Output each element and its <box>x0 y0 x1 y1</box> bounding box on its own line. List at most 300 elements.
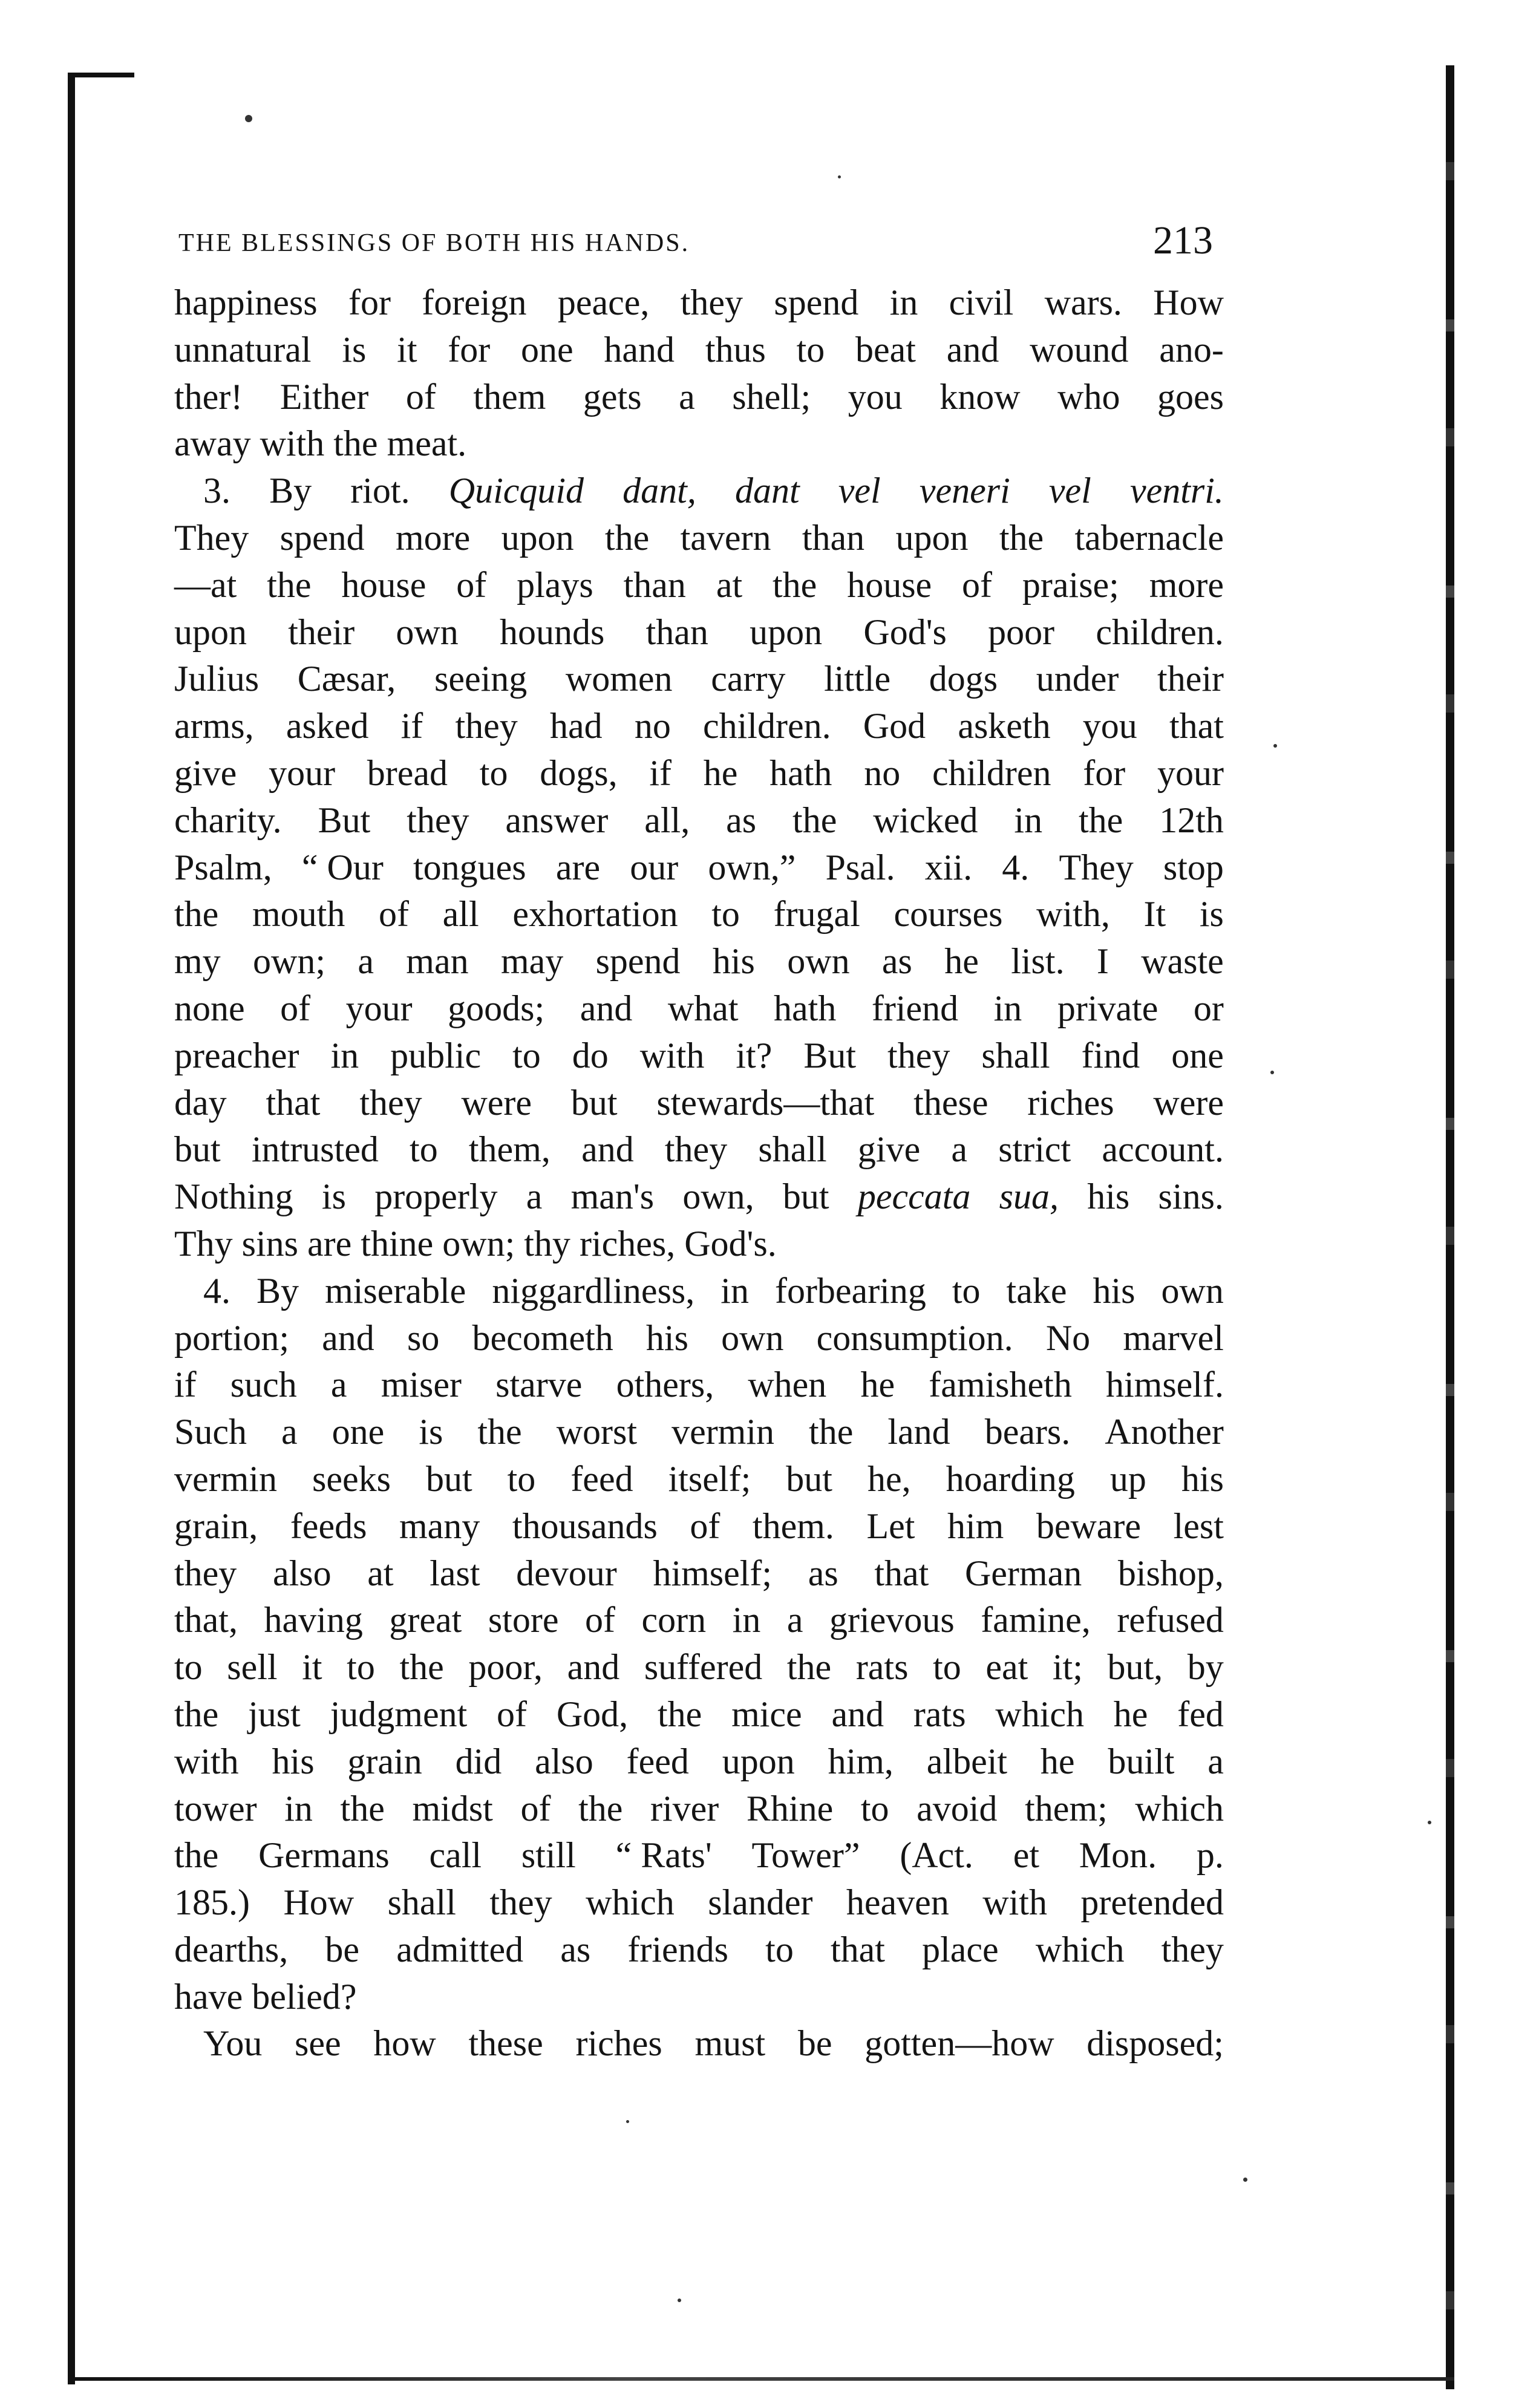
text-line <box>174 1173 1224 1221</box>
word: and <box>831 1694 884 1734</box>
word: arms, <box>174 706 254 746</box>
word: a <box>281 1412 298 1452</box>
word: his <box>1181 1458 1224 1499</box>
word: dant, <box>622 471 696 511</box>
word: But <box>318 800 371 840</box>
word: it <box>397 329 417 370</box>
text-line <box>174 1738 1224 1786</box>
word: xii. <box>924 847 973 887</box>
scan-speck <box>626 2120 629 2123</box>
word: thine <box>361 1223 443 1264</box>
word: my <box>174 941 221 982</box>
word: hand <box>604 329 675 370</box>
word: own; <box>253 941 325 982</box>
running-head <box>178 218 1213 272</box>
word: which <box>995 1694 1084 1734</box>
word: riot. <box>350 471 410 511</box>
word: his <box>1093 1270 1135 1311</box>
text-line <box>174 1691 1224 1738</box>
scan-margin-bottom <box>68 2377 1454 2381</box>
word: intrusted <box>251 1129 379 1170</box>
word: refused <box>1117 1600 1224 1640</box>
word: he <box>703 752 738 793</box>
word: give <box>857 1129 921 1170</box>
word: I <box>1096 941 1109 982</box>
word: is <box>1199 894 1224 935</box>
word: also <box>272 1553 332 1593</box>
word: him, <box>828 1741 894 1781</box>
word: the <box>174 1835 219 1876</box>
word: they <box>489 1882 552 1923</box>
word: By <box>256 1270 299 1311</box>
word: of <box>379 894 409 935</box>
word: with <box>260 423 334 464</box>
word: How <box>1153 282 1224 322</box>
word: of <box>280 988 311 1028</box>
word: thousands <box>512 1506 658 1546</box>
word: and <box>581 1129 634 1170</box>
word: riches <box>575 2023 662 2064</box>
word: if <box>649 752 671 793</box>
text-line <box>174 1503 1224 1550</box>
word: the <box>657 1694 702 1734</box>
word: niggardliness, <box>492 1270 695 1311</box>
word: It <box>1143 894 1166 935</box>
word: et <box>1013 1835 1040 1876</box>
word: stop <box>1163 847 1224 887</box>
word: answer <box>505 800 609 840</box>
word: of <box>405 376 436 417</box>
word: dearths, <box>174 1929 289 1969</box>
word: asketh <box>958 706 1051 746</box>
word: eat <box>985 1647 1028 1688</box>
word: children <box>932 752 1051 793</box>
word: the <box>174 894 219 935</box>
word: rats <box>855 1647 909 1688</box>
word: give <box>174 752 237 793</box>
text-line <box>174 2020 1224 2067</box>
text-line <box>174 1786 1224 1833</box>
text-line <box>174 797 1224 844</box>
word: admitted <box>396 1929 524 1969</box>
word: with, <box>1036 894 1110 935</box>
word: ventri. <box>1129 471 1224 511</box>
word: “ Rats' <box>615 1835 712 1876</box>
word: in <box>720 1270 749 1311</box>
word: 4. <box>203 1270 230 1311</box>
word: shell; <box>732 376 811 417</box>
word: and <box>580 988 633 1028</box>
word: for <box>448 329 491 370</box>
word: But <box>803 1035 857 1075</box>
word: waste <box>1141 941 1224 982</box>
text-line <box>174 374 1224 421</box>
word: tower <box>174 1788 257 1829</box>
word: shall <box>981 1035 1050 1075</box>
word: house <box>847 564 932 605</box>
word: happiness <box>174 282 318 322</box>
word: it? <box>736 1035 773 1075</box>
word: but <box>174 1129 221 1170</box>
word: they <box>887 1035 950 1075</box>
word: under <box>1036 659 1119 699</box>
word: to <box>347 1647 375 1688</box>
word: judgment <box>330 1694 468 1734</box>
word: goes <box>1157 376 1224 417</box>
word: dogs <box>929 659 998 699</box>
word: They <box>174 517 249 558</box>
word: sins. <box>1158 1176 1224 1217</box>
word: a <box>951 1129 968 1170</box>
word: meat. <box>387 423 467 464</box>
word: little <box>824 659 891 699</box>
word: have <box>174 1976 252 2017</box>
word: them, <box>468 1129 551 1170</box>
word: none <box>174 988 245 1028</box>
word: to <box>174 1647 203 1688</box>
text-line <box>174 468 1224 515</box>
word: courses <box>894 894 1003 935</box>
word: one <box>1171 1035 1224 1075</box>
word: for <box>1083 752 1126 793</box>
text-line <box>174 891 1224 938</box>
word: asked <box>286 706 369 746</box>
word: No <box>1045 1317 1091 1358</box>
word: feed <box>570 1458 633 1499</box>
word: itself; <box>668 1458 751 1499</box>
scan-speck <box>838 175 841 178</box>
word: foreign <box>422 282 527 322</box>
word: up <box>1109 1458 1146 1499</box>
word: that <box>830 1929 885 1969</box>
word: the <box>999 517 1044 558</box>
word: the <box>340 1788 385 1829</box>
word: consumption. <box>816 1317 1013 1358</box>
word: just <box>248 1694 301 1734</box>
text-line <box>174 1550 1224 1597</box>
word: which <box>1135 1788 1224 1829</box>
word: Nothing <box>174 1176 293 1217</box>
text-line <box>174 1644 1224 1691</box>
word: (Act. <box>900 1835 973 1876</box>
word: be <box>797 2023 832 2064</box>
word: take <box>1006 1270 1067 1311</box>
word: vel <box>838 471 881 511</box>
scan-speck <box>1270 1071 1274 1074</box>
word: if <box>174 1365 197 1405</box>
word: gotten—how <box>864 2023 1054 2064</box>
word: his <box>712 941 755 982</box>
word: than <box>645 612 708 652</box>
word: in <box>330 1035 359 1075</box>
word: built <box>1108 1741 1175 1781</box>
word: himself. <box>1105 1365 1224 1405</box>
word: veneri <box>919 471 1010 511</box>
text-line <box>174 750 1224 797</box>
word: becometh <box>472 1317 613 1358</box>
word: to <box>765 1929 794 1969</box>
word: the <box>578 1788 623 1829</box>
word: of <box>520 1788 551 1829</box>
word: miserable <box>325 1270 466 1311</box>
word: 12th <box>1159 800 1224 840</box>
word: own; <box>442 1223 524 1264</box>
word: properly <box>374 1176 498 1217</box>
body-text <box>174 279 1224 2067</box>
word: to <box>711 894 740 935</box>
word: mouth <box>252 894 345 935</box>
word: be <box>325 1929 360 1969</box>
word: belied? <box>252 1976 357 2017</box>
word: feed <box>626 1741 689 1781</box>
word: away <box>174 423 260 464</box>
word: as <box>726 800 757 840</box>
word: 3. <box>203 471 230 511</box>
word: By <box>269 471 312 511</box>
word: the <box>399 1647 444 1688</box>
running-title: THE BLESSINGS OF BOTH HIS HANDS. <box>178 229 690 257</box>
word: were <box>461 1082 532 1123</box>
word: public <box>390 1035 482 1075</box>
word: riches <box>1027 1082 1114 1123</box>
word: his <box>1087 1176 1130 1217</box>
word: day <box>174 1082 227 1123</box>
word: in <box>889 282 918 322</box>
word: of <box>962 564 993 605</box>
word: grain, <box>174 1506 258 1546</box>
text-line <box>174 703 1224 750</box>
word: is <box>321 1176 346 1217</box>
word: great <box>389 1600 462 1640</box>
word: if <box>400 706 423 746</box>
word: were <box>1153 1082 1224 1123</box>
word: man's <box>570 1176 655 1217</box>
word: they <box>174 1553 237 1593</box>
scan-speck <box>1243 2178 1247 2182</box>
word: that, <box>174 1600 238 1640</box>
word: and <box>322 1317 374 1358</box>
word: frugal <box>773 894 860 935</box>
word: last <box>430 1553 480 1593</box>
word: spend <box>595 941 681 982</box>
word: wound <box>1030 329 1129 370</box>
word: he <box>1040 1741 1075 1781</box>
word: shall <box>387 1882 456 1923</box>
word: in <box>993 988 1022 1028</box>
word: 185.) <box>174 1882 250 1923</box>
word: pretended <box>1080 1882 1224 1923</box>
word: hoarding <box>946 1458 1075 1499</box>
word: but <box>786 1458 832 1499</box>
word: How <box>283 1882 355 1923</box>
word: place <box>922 1929 999 1969</box>
text-line <box>174 1221 1224 1268</box>
word: than <box>802 517 865 558</box>
word: upon <box>895 517 969 558</box>
scan-margin-top <box>68 73 134 77</box>
word: such <box>230 1365 297 1405</box>
word: a <box>1207 1741 1224 1781</box>
word: and <box>567 1647 620 1688</box>
word: as <box>560 1929 591 1969</box>
word: that <box>874 1553 929 1593</box>
word: he <box>1113 1694 1148 1734</box>
word: the <box>809 1412 854 1452</box>
word: but, <box>1107 1647 1163 1688</box>
word: riches, <box>579 1223 685 1264</box>
word: river <box>650 1788 719 1829</box>
word: private <box>1057 988 1158 1028</box>
word: them <box>473 376 546 417</box>
word: you <box>1082 706 1137 746</box>
word: God's <box>863 612 947 652</box>
text-line <box>174 1974 1224 2021</box>
word: bishop, <box>1117 1553 1224 1593</box>
word: rats <box>913 1694 966 1734</box>
word: one <box>521 329 573 370</box>
text-line <box>174 1597 1224 1644</box>
word: 4. <box>1002 847 1030 887</box>
word: his <box>645 1317 688 1358</box>
word: unnatural <box>174 329 312 370</box>
word: no <box>864 752 901 793</box>
word: to <box>796 329 825 370</box>
word: him <box>947 1506 1004 1546</box>
word: marvel <box>1123 1317 1224 1358</box>
word: no <box>634 706 671 746</box>
text-line <box>174 1879 1224 1927</box>
word: disposed; <box>1086 2023 1224 2064</box>
word: wicked <box>873 800 978 840</box>
word: a <box>330 1365 347 1405</box>
scan-margin-left <box>68 73 75 2384</box>
word: fed <box>1177 1694 1224 1734</box>
scan-margin-right <box>1446 65 1454 2389</box>
word: midst <box>412 1788 493 1829</box>
word: they <box>455 706 518 746</box>
word: bears. <box>984 1412 1071 1452</box>
word: are <box>307 1223 361 1264</box>
word: children. <box>703 706 831 746</box>
word: a <box>786 1600 803 1640</box>
word: as <box>881 941 912 982</box>
word: your <box>345 988 413 1028</box>
word: dant <box>734 471 800 511</box>
word: goods; <box>448 988 545 1028</box>
word: Julius <box>174 659 260 699</box>
word: slander <box>708 1882 813 1923</box>
word: upon <box>174 612 247 652</box>
word: dogs, <box>540 752 618 793</box>
word: vel <box>1048 471 1091 511</box>
word: sins <box>241 1223 308 1264</box>
word: it; <box>1052 1647 1083 1688</box>
word: Another <box>1105 1412 1224 1452</box>
word: hounds <box>500 612 605 652</box>
word: God's. <box>684 1223 777 1264</box>
word: own <box>787 941 850 982</box>
scan-speck <box>1273 744 1277 748</box>
word: but <box>425 1458 472 1499</box>
text-line <box>174 1268 1224 1315</box>
word: you <box>848 376 903 417</box>
word: that <box>266 1082 321 1123</box>
word: —at <box>174 564 237 605</box>
word: own <box>396 612 459 652</box>
word: devour <box>516 1553 617 1593</box>
word: also <box>535 1741 593 1781</box>
word: bread <box>367 752 448 793</box>
word: portion; <box>174 1317 289 1358</box>
word: land <box>887 1412 950 1452</box>
word: the <box>786 1647 832 1688</box>
word: Psalm, <box>174 847 272 887</box>
word: charity. <box>174 800 282 840</box>
word: exhortation <box>512 894 678 935</box>
word: which <box>1035 1929 1125 1969</box>
word: at <box>716 564 743 605</box>
word: Such <box>174 1412 247 1452</box>
word: sell <box>227 1647 278 1688</box>
word: and <box>946 329 999 370</box>
word: Mon. <box>1079 1835 1157 1876</box>
word: Thy <box>174 1223 242 1264</box>
word: Psal. <box>825 847 895 887</box>
word: seeing <box>434 659 528 699</box>
scan-speck <box>1428 1821 1431 1824</box>
word: these <box>468 2023 543 2064</box>
word: tongues <box>413 847 526 887</box>
word: plays <box>517 564 593 605</box>
word: how <box>373 2023 436 2064</box>
word: store <box>488 1600 559 1640</box>
word: hath <box>774 988 837 1028</box>
word: his <box>272 1741 315 1781</box>
word: albeit <box>926 1741 1008 1781</box>
word: to <box>479 752 508 793</box>
word: carry <box>711 659 786 699</box>
word: having <box>264 1600 363 1640</box>
word: your <box>1157 752 1224 793</box>
word: upon <box>501 517 574 558</box>
scan-speck <box>678 2299 681 2302</box>
word: may <box>500 941 564 982</box>
word: did <box>455 1741 502 1781</box>
word: a <box>526 1176 543 1217</box>
word: in <box>732 1600 761 1640</box>
word: poor <box>988 612 1055 652</box>
word: are <box>555 847 601 887</box>
word: wars. <box>1044 282 1122 322</box>
scan-speck <box>245 115 252 122</box>
word: who <box>1057 376 1120 417</box>
word: they <box>664 1129 728 1170</box>
word: Rhine <box>746 1788 834 1829</box>
word: a <box>358 941 374 982</box>
word: of <box>584 1600 615 1640</box>
word: You <box>203 2023 263 2064</box>
word: the <box>604 517 650 558</box>
word: the <box>792 800 837 840</box>
word: all <box>442 894 479 935</box>
word: shall <box>758 1129 827 1170</box>
word: them. <box>752 1506 834 1546</box>
word: so <box>407 1317 440 1358</box>
word: seeks <box>312 1458 391 1499</box>
word: or <box>1193 988 1224 1028</box>
word: Either <box>279 376 369 417</box>
text-line <box>174 609 1224 656</box>
